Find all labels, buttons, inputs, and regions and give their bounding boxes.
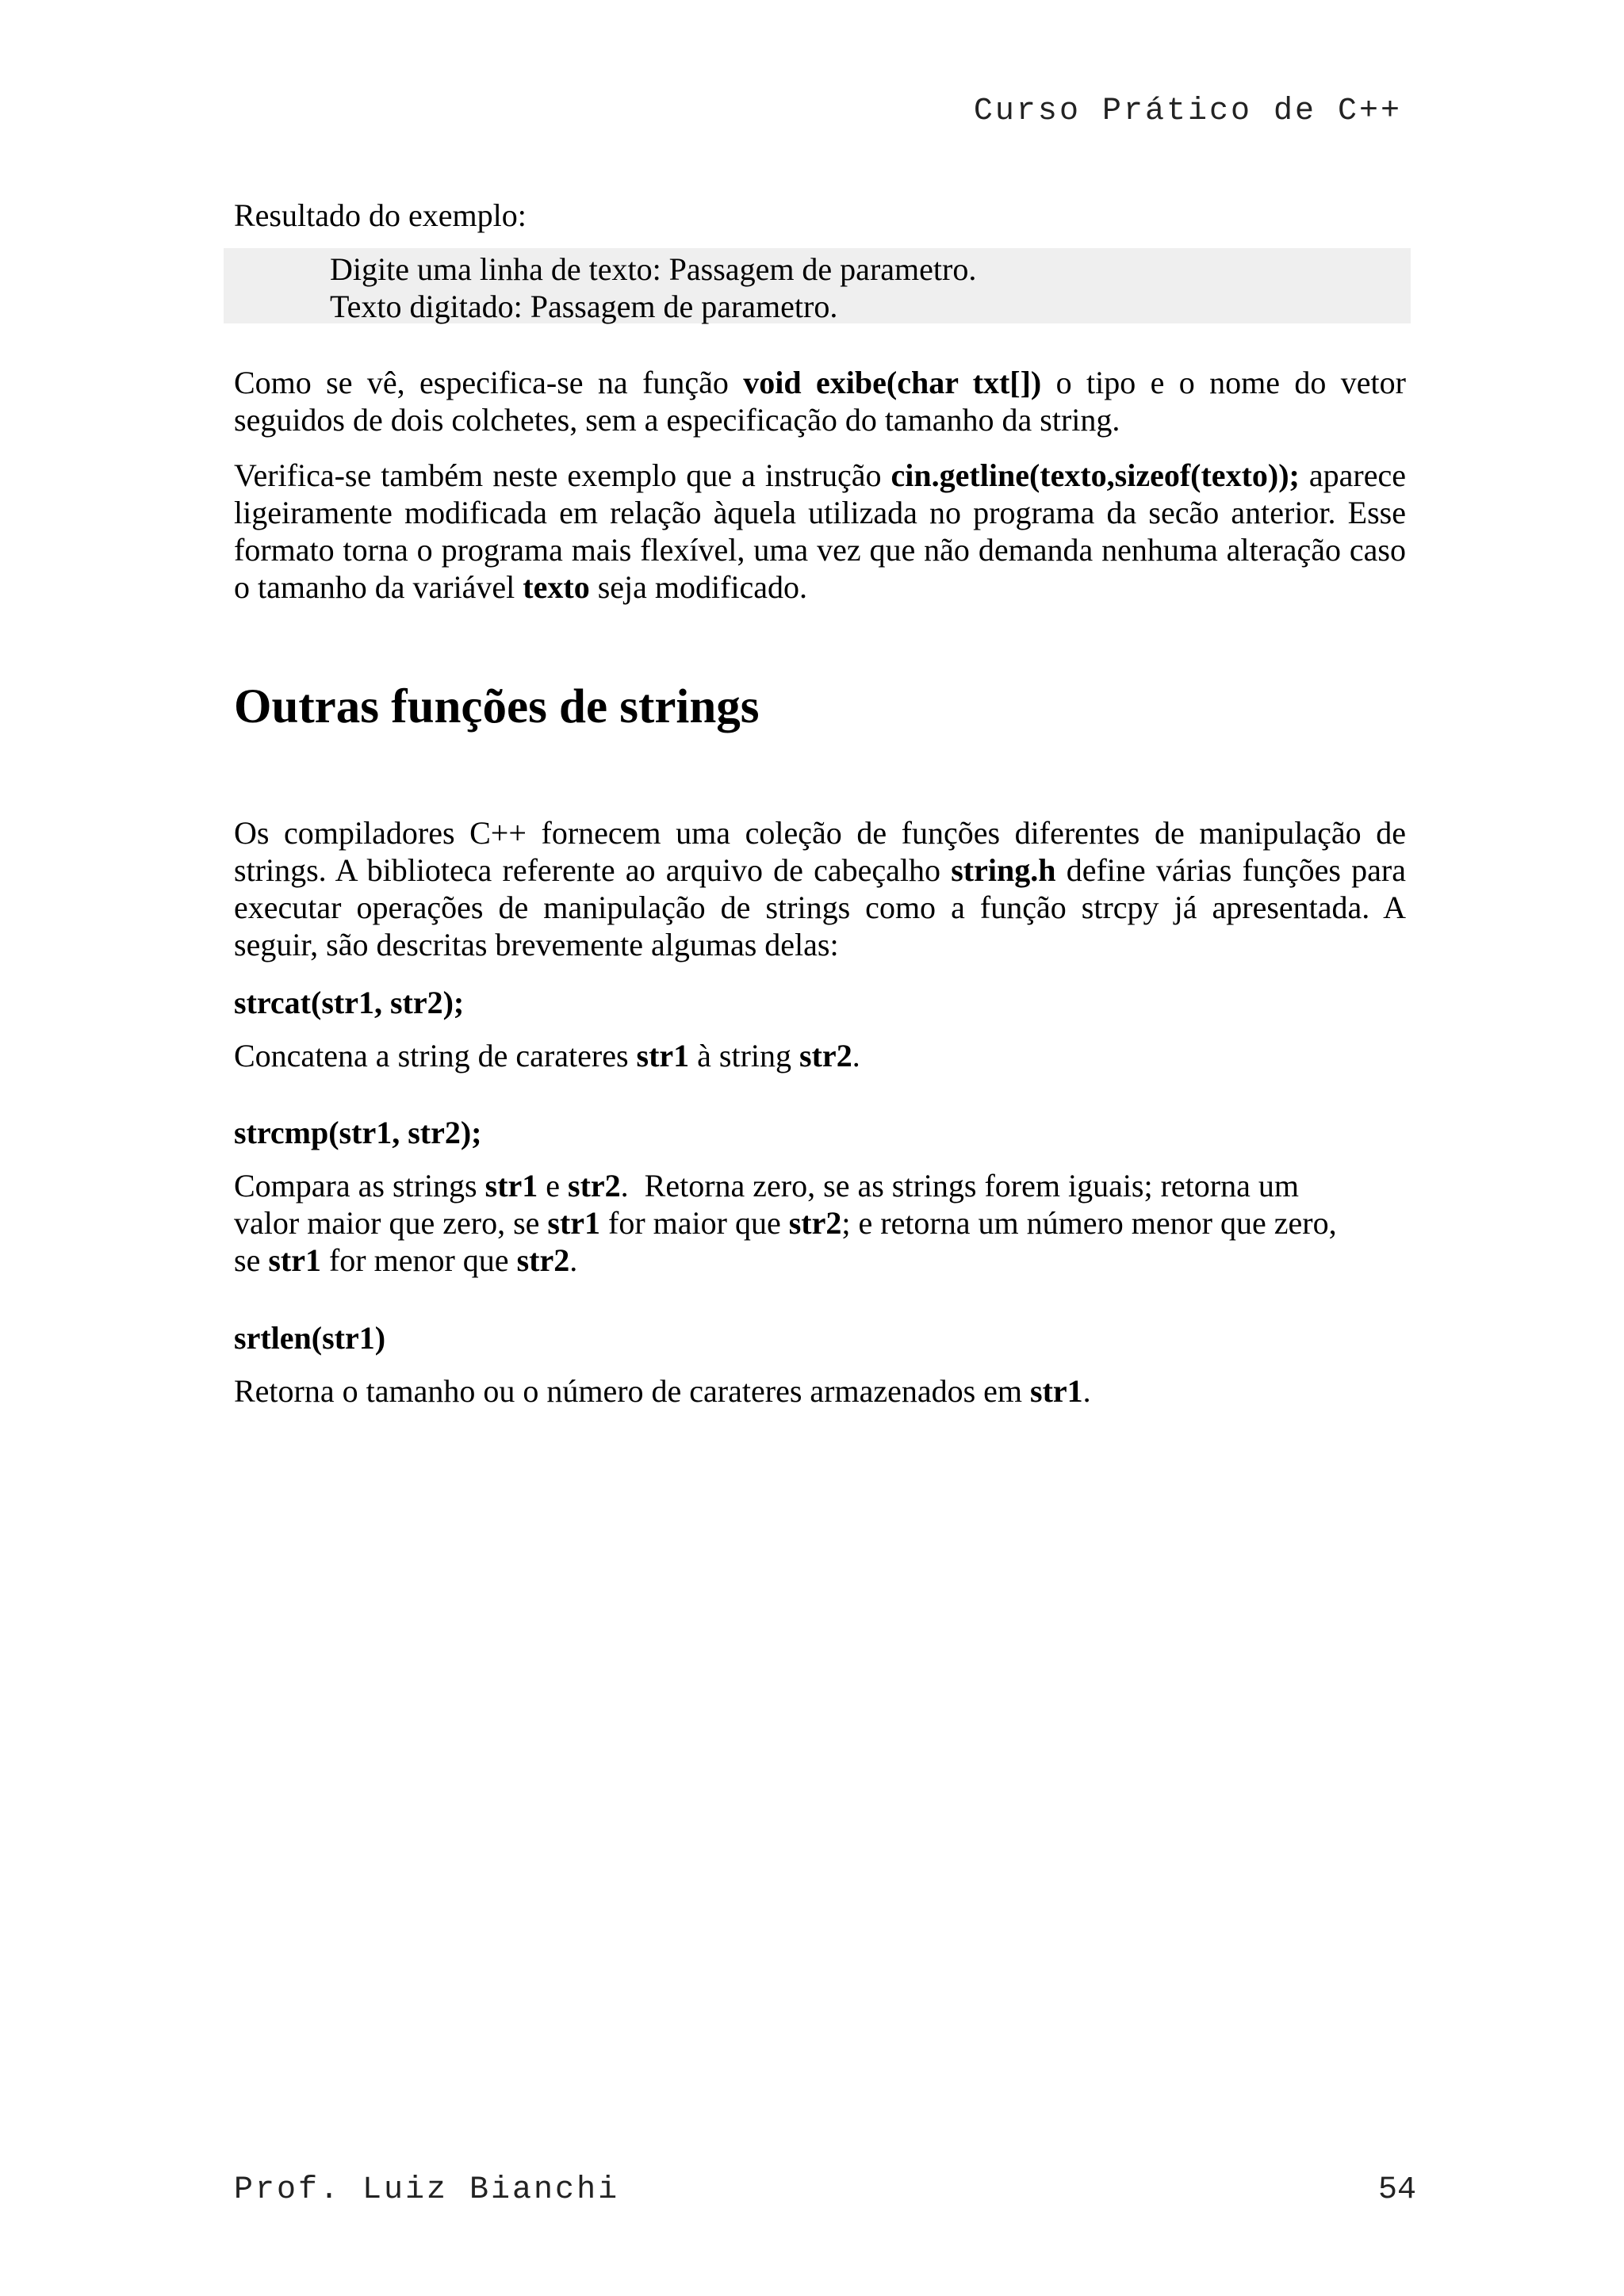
- strcmp-line-2: valor maior que zero, se str1 for maior que str2; e retorna um número menor que zero,: [234, 1205, 1337, 1241]
- page-header-title: Curso Prático de C++: [973, 94, 1402, 129]
- result-label: Resultado do exemplo:: [234, 197, 527, 233]
- code-string-h: string.h: [951, 852, 1056, 888]
- strcmp-line-3: se str1 for menor que str2.: [234, 1242, 578, 1278]
- paragraph-getline-explanation: Verifica-se também neste exemplo que a instrução cin.getline(texto,sizeof(texto)); aparece ligeiramente modificada em relação àquela utilizada no programa da secão anterior. Esse formato torna o programa mais flexível, uma vez que não demanda nenhuma alteração caso o tamanho da variável texto seja modificado.: [234, 457, 1406, 605]
- function-description-strlen: Retorna o tamanho ou o número de carateres armazenados em str1.: [234, 1373, 1091, 1409]
- output-line-2: Texto digitado: Passagem de parametro.: [330, 289, 838, 324]
- function-signature-strcat: strcat(str1, str2);: [234, 985, 465, 1020]
- function-description-strcat: Concatena a string de carateres str1 à string str2.: [234, 1038, 860, 1073]
- strcmp-line-1: Compara as strings str1 e str2. Retorna zero, se as strings forem iguais; retorna um: [234, 1168, 1299, 1203]
- code-texto: texto: [523, 569, 590, 605]
- footer-author: Prof. Luiz Bianchi: [234, 2172, 620, 2208]
- output-line-1: Digite uma linha de texto: Passagem de parametro.: [330, 251, 977, 287]
- paragraph-parameter-explanation: Como se vê, especifica-se na função void exibe(char txt[]) o tipo e o nome do vetor seguidos de dois colchetes, sem a especificação do tamanho da string.: [234, 365, 1406, 438]
- code-void-exibe: void exibe(char txt[]): [743, 365, 1042, 400]
- function-description-strcmp: [234, 1167, 1406, 1279]
- paragraph-string-functions-intro: Os compiladores C++ fornecem uma coleção de funções diferentes de manipulação de strings. A biblioteca referente ao arquivo de cabeçalho string.h define várias funções para executar operações de manipulação de strings como a função strcpy já apresentada. A seguir, são descritas brevemente algumas delas:: [234, 815, 1406, 962]
- function-signature-strcmp: strcmp(str1, str2);: [234, 1115, 482, 1150]
- section-heading: Outras funções de strings: [234, 680, 760, 733]
- page-number: 54: [1377, 2172, 1416, 2208]
- function-signature-strlen: srtlen(str1): [234, 1320, 386, 1356]
- code-cin-getline: cin.getline(texto,sizeof(texto));: [891, 457, 1300, 493]
